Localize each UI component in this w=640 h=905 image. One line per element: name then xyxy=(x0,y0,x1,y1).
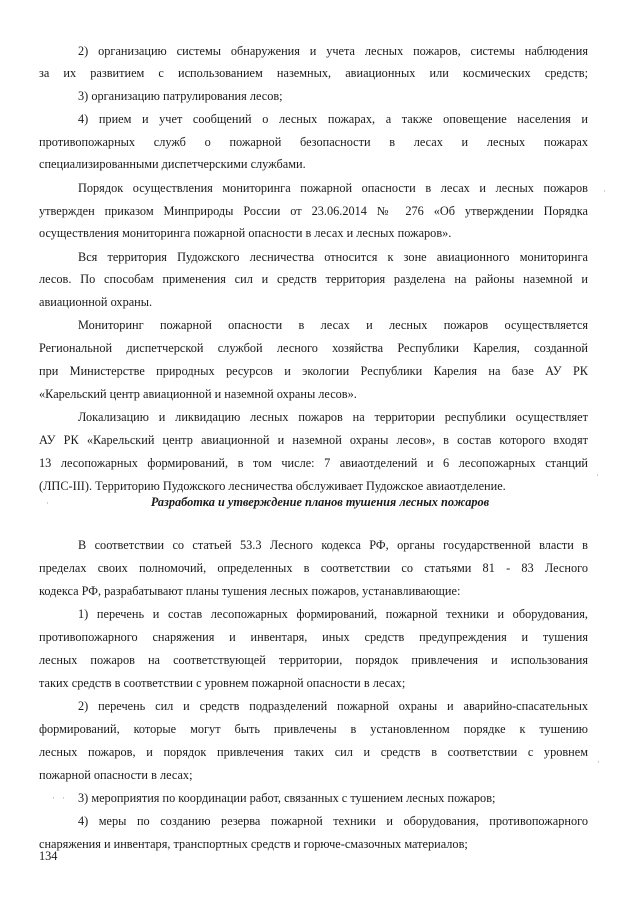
text-line: лесных пожаров на соответствующей территории, порядок привлечения и использования xyxy=(39,653,588,667)
text-line: Локализацию и ликвидацию лесных пожаров на территории республики осуществляет xyxy=(78,410,588,424)
section-heading: Разработка и утверждение планов тушения лесных пожаров xyxy=(150,495,490,509)
text-line: 13 лесопожарных формирований, в том числе: 7 авиаотделений и 6 лесопожарных станций xyxy=(39,456,588,470)
text-line: Порядок осуществления мониторинга пожарной опасности в лесах и лесных пожаров xyxy=(78,181,588,195)
text-line: Мониторинг пожарной опасности в лесах и лесных пожаров осуществляется xyxy=(78,318,588,332)
text-line: «Карельский центр авиационной и наземной охраны лесов». xyxy=(39,387,357,401)
text-line: Региональной диспетчерской службой лесного хозяйства Республики Карелия, созданной xyxy=(39,341,588,355)
text-line: 3) мероприятия по координации работ, связанных с тушением лесных пожаров; xyxy=(78,791,496,805)
text-line: противопожарного снаряжения и инвентаря, иных средств предупреждения и тушения xyxy=(39,630,588,644)
scan-speck: · xyxy=(597,757,600,767)
text-line: Вся территория Пудожского лесничества относится к зоне авиационного мониторинга xyxy=(78,250,588,264)
text-line: кодекса РФ, разрабатывают планы тушения лесных пожаров, устанавливающие: xyxy=(39,584,461,598)
scan-speck: · xyxy=(596,470,599,480)
text-line: специализированными диспетчерскими службами. xyxy=(39,157,306,171)
text-line: таких средств в соответствии с уровнем пожарной опасности в лесах; xyxy=(39,676,406,690)
text-line: осуществления мониторинга пожарной опасности в лесах и лесных пожаров». xyxy=(39,226,452,240)
text-line: утвержден приказом Минприроды России от 23.06.2014 № 276 «Об утверждении Порядка xyxy=(39,204,588,218)
text-line: лесов. По способам применения сил и средств территория разделена на районы наземной и xyxy=(39,272,588,286)
scan-speck: · xyxy=(46,498,49,508)
text-line: (ЛПС-III). Территорию Пудожского лесничества обслуживает Пудожское авиаотделение. xyxy=(39,479,506,493)
text-line: В соответствии со статьей 53.3 Лесного кодекса РФ, органы государственной власти в xyxy=(78,538,588,552)
text-line: пожарной опасности в лесах; xyxy=(39,768,193,782)
text-line: при Министерстве природных ресурсов и экологии Республики Карелия на базе АУ РК xyxy=(39,364,588,378)
text-line: авиационной охраны. xyxy=(39,295,153,309)
scan-speck: · xyxy=(603,186,606,196)
text-line: 4) прием и учет сообщений о лесных пожарах, а также оповещение населения и xyxy=(78,112,588,126)
text-line: 4) меры по созданию резерва пожарной техники и оборудования, противопожарного xyxy=(78,814,588,828)
scan-speck: · xyxy=(62,793,65,803)
scan-speck: · xyxy=(52,793,55,803)
text-line: АУ РК «Карельский центр авиационной и наземной охраны лесов», в состав которого входят xyxy=(39,433,588,447)
text-line: 3) организацию патрулирования лесов; xyxy=(78,89,283,103)
text-line: 2) организацию системы обнаружения и учета лесных пожаров, системы наблюдения xyxy=(78,44,588,58)
text-line: пределах своих полномочий, определенных в соответствии со статьями 81 - 83 Лесного xyxy=(39,561,588,575)
text-line: противопожарных служб о пожарной безопасности в лесах и лесных пожарах xyxy=(39,135,588,149)
text-line: 1) перечень и состав лесопожарных формирований, пожарной техники и оборудования, xyxy=(78,607,588,621)
text-line: лесных пожаров, и порядок привлечения таких сил и средств в соответствии с уровнем xyxy=(39,745,588,759)
text-line: формирований, которые могут быть привлечены в установленном порядке к тушению xyxy=(39,722,588,736)
text-line: снаряжения и инвентаря, транспортных средств и горюче-смазочных материалов; xyxy=(39,837,468,851)
page-number: 134 xyxy=(39,849,58,863)
text-line: 2) перечень сил и средств подразделений пожарной охраны и аварийно-спасательных xyxy=(78,699,588,713)
text-line: за их развитием с использованием наземных, авиационных или космических средств; xyxy=(39,66,588,80)
